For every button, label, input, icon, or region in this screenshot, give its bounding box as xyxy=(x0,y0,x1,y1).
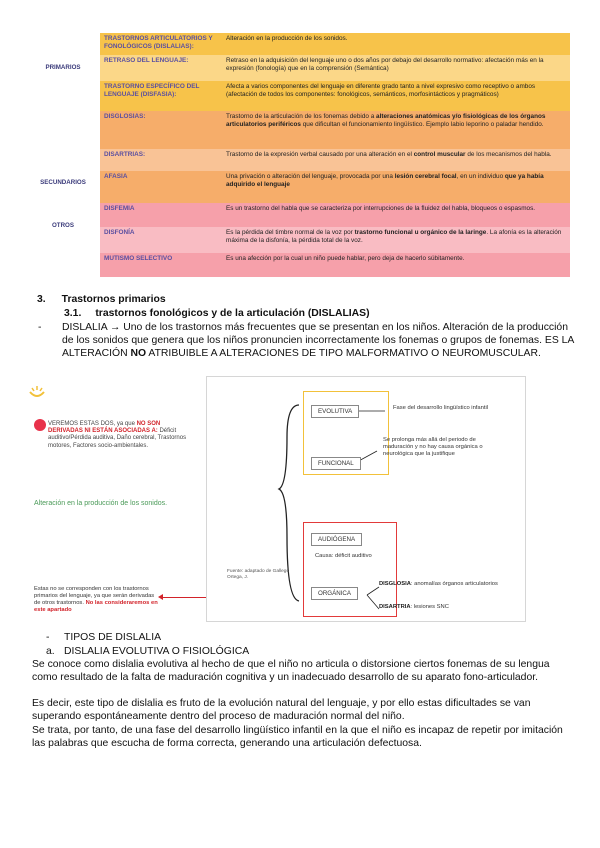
paragraph-2: Es decir, este tipo de dislalia es fruto de la evolución natural del lenguaje, y por ello estas dificultades se van superando espontáneamente dentro del proceso de maduración normal del niño. xyxy=(32,698,531,723)
decoration-icon xyxy=(28,384,46,400)
row-term: AFASIA xyxy=(104,173,128,180)
table-row xyxy=(100,149,570,171)
row-term: DISFEMIA xyxy=(104,205,135,212)
section-heading: 3. Trastornos primarios xyxy=(37,294,166,305)
row-term: RETRASO DEL LENGUAJE: xyxy=(104,57,189,64)
row-desc: Alteración en la producción de los sonidos. xyxy=(226,35,348,42)
row-term: TRASTORNOS ARTICULATORIOS Y FONOLÓGICOS (DISLALIAS): xyxy=(104,35,213,50)
red-bullet-icon xyxy=(34,419,46,431)
row-desc: Retraso en la adquisición del lenguaje uno o dos años por debajo del desarrollo normativo: afectación más en la expresión (fonología) que en la comprensión (Semántica) xyxy=(226,57,544,72)
table-row xyxy=(100,111,570,149)
table-row xyxy=(100,33,570,55)
table-row xyxy=(100,171,570,203)
paragraph-3: Se trata, por tanto, de una fase del desarrollo lingüístico infantil en la que el niño es incapaz de repetir por imitación las palabras que escucha de forma correcta, generando una articulación defectuosa. xyxy=(32,725,563,750)
row-desc: Una privación o alteración del lenguaje, provocada por una lesión cerebral focal, en un individuo que ya había adquirido el lenguaje xyxy=(226,173,544,188)
row-term: DISFONÍA xyxy=(104,229,135,236)
green-caption: Alteración en la producción de los sonidos. xyxy=(34,500,168,507)
tipos-heading: TIPOS DE DISLALIA xyxy=(64,632,162,643)
table-row xyxy=(100,203,570,227)
row-desc: Trastorno de la articulación de los fonemas debido a alteraciones anatómicas y/o fisiológicas de los órganos articulatorios periféricos que dificultan el funcionamiento lingüístico. Ejemplo labio leporino o paladar hendido. xyxy=(226,113,546,128)
audiogena-box: AUDIÓGENA xyxy=(311,533,362,546)
paragraph-1: Se conoce como dislalia evolutiva al hecho de que el niño no articula o distorsione ciertos fonemas de su lengua como resultado de la falta de maduración cognitiva y un inadecuado desarrollo de su aparato fono-articulador. xyxy=(32,659,550,684)
row-desc: Es la pérdida del timbre normal de la voz por trastorno funcional u orgánico de la laringe. La afonía es la alteración máxima de la disfonía, la pérdida total de la voz. xyxy=(226,229,562,244)
funcional-box: FUNCIONAL xyxy=(311,457,361,470)
note-audiogena: Causa: déficit auditivo xyxy=(315,553,372,559)
table-row xyxy=(100,55,570,81)
category-secundarios: SECUNDARIOS xyxy=(40,179,86,186)
row-desc: Trastorno de la expresión verbal causado por una alteración en el control muscular de los mecanismos del habla. xyxy=(226,151,552,158)
note-evolutiva: Fase del desarrollo lingüístico infantil xyxy=(393,405,489,411)
row-term: TRASTORNO ESPECÍFICO DEL LENGUAJE (DISFASIA): xyxy=(104,83,200,98)
evolutiva-heading: DISLALIA EVOLUTIVA O FISIOLÓGICA xyxy=(64,646,250,657)
row-desc: Afecta a varios componentes del lenguaje en diferente grado tanto a nivel expresivo como receptivo o ambos (afectación de todos los componentes: fonológicos, semánticos, morfosintácticos y pragmáticos) xyxy=(226,83,536,98)
organica-box: ORGÁNICA xyxy=(311,587,358,600)
table-row xyxy=(100,227,570,253)
table-row xyxy=(100,81,570,111)
evolutiva-box: EVOLUTIVA xyxy=(311,405,359,418)
diagram-source: Fuente: adaptado de Gallego Ortega, J. xyxy=(227,569,290,580)
side-note: VEREMOS ESTAS DOS, ya que NO SON DERIVADAS NI ESTÁN ASOCIADAS A: Déficit auditivo/Pérdida auditiva, Daño cerebral, Trastornos motores, Factores socio-ambientales. xyxy=(48,421,187,449)
bullet-dash: - xyxy=(46,632,50,643)
dislalia-definition: DISLALIA → Uno de los trastornos más frecuentes que se presentan en los niños. Alteración de la producción de los sonidos que genera que los niños pronuncien incorrectamente los fonemas o grupos de fonemas. ES LA ALTERACIÓN NO ATRIBUIBLE A ALTERACIONES DE TIPO MALFORMATIVO O NEUROMUSCULAR. xyxy=(62,322,574,360)
category-primarios: PRIMARIOS xyxy=(45,64,81,71)
arrow-head-icon xyxy=(158,594,163,600)
row-term: DISARTRIAS: xyxy=(104,151,146,158)
subsection-heading: 3.1. trastornos fonológicos y de la articulación (DISLALIAS) xyxy=(64,308,370,319)
bullet-dash: - xyxy=(38,322,42,333)
row-term: DISGLOSIAS: xyxy=(104,113,146,120)
table-row xyxy=(100,253,570,277)
note-disartria: DISARTRIA: lesiones SNC xyxy=(379,604,449,610)
note-funcional: Se prolonga más allá del periodo de maduración y no hay causa orgánica o neurológica que la justifique xyxy=(383,437,483,457)
row-term: MUTISMO SELECTIVO xyxy=(104,255,173,262)
dislalia-diagram xyxy=(206,376,526,622)
category-otros: OTROS xyxy=(51,222,74,229)
row-desc: Es una afección por la cual un niño puede hablar, pero deja de hacerlo súbitamente. xyxy=(226,255,465,262)
sub-letter: a. xyxy=(46,646,55,657)
bottom-note: Estas no se corresponden con los trastornos primarios del lenguaje, ya que serán derivadas de otros trastornos. No las consideraremos en este apartado xyxy=(34,586,158,613)
row-desc: Es un trastorno del habla que se caracteriza por interrupciones de la fluidez del habla, bloqueos o espasmos. xyxy=(226,205,536,212)
note-disglosia: DISGLOSIA: anomalías órganos articulatorios xyxy=(379,581,498,587)
